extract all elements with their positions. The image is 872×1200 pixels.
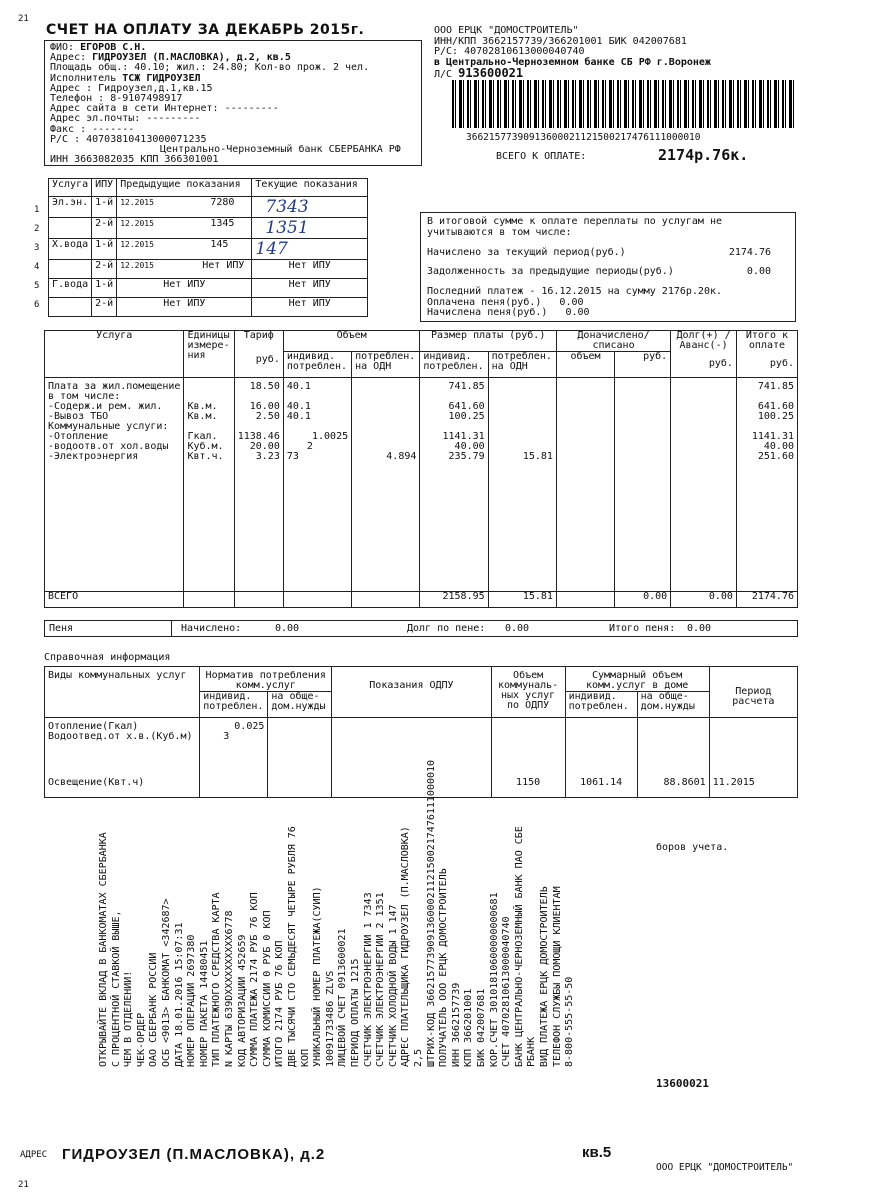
col-service: Услуга [45, 331, 184, 378]
page-number-bottom: 21 [18, 1180, 29, 1190]
service-volume: 1.0025 [312, 431, 349, 442]
meter-current: Нет ИПУ [252, 298, 368, 317]
meter-date: 12.2015 [120, 198, 154, 207]
meter-ipu: 2-й [92, 218, 117, 239]
ref-col-odpu-volume: Объем коммуналь- ных услуг по ОДПУ [491, 667, 565, 718]
invoice-title: СЧЕТ НА ОПЛАТУ ЗА ДЕКАБРЬ 2015г. [46, 22, 365, 38]
peni-accrued-value: 0.00 [565, 307, 590, 318]
ref-sum-odn: 88.8601 [663, 777, 706, 788]
meter-prev: Нет ИПУ [117, 279, 252, 298]
service-tariff: 1138.46 [237, 431, 280, 442]
recipient-account: Р/С: 40702810613000040740 [434, 46, 585, 57]
services-body [45, 378, 798, 592]
service-volume: 2 [306, 441, 313, 452]
service-payment-odn: 15.81 [522, 451, 553, 462]
service-name: в том числе: [48, 391, 121, 402]
footer-org: ООО ЕРЦК "ДОМОСТРОИТЕЛЬ" [656, 1162, 794, 1173]
ref-col-sum-odn: на обще- дом.нужды [637, 692, 709, 718]
meter-service: Х.вода [49, 239, 92, 260]
meter-date: 12.2015 [120, 219, 154, 228]
receipt-line: КОР.СЧЕТ 30101810600000000681 [488, 892, 500, 1067]
row-number: 3 [34, 243, 40, 253]
payment-barcode [452, 80, 794, 128]
debt-label: Задолженность за предыдущие периоды(руб.) [427, 265, 674, 277]
peni-accrued-value: 0.00 [275, 623, 300, 634]
receipt-line: ПОЛУЧАТЕЛЬ ООО ЕРЦК ДОМОСТРОИТЕЛЬ [438, 868, 450, 1067]
reference-table [44, 666, 798, 798]
ref-norm: 3 [223, 731, 230, 742]
peni-row [44, 620, 798, 637]
service-total: 100.25 [757, 411, 794, 422]
payer-name: ЕГОРОВ С.Н. [80, 42, 147, 53]
footer-address: ГИДРОУЗЕЛ (П.МАСЛОВКА), д.2 [62, 1146, 326, 1163]
service-unit: Квт.ч. [187, 451, 224, 462]
service-unit: Куб.м. [187, 441, 224, 452]
receipt-line: 10091733486 ZLVS [324, 970, 336, 1067]
fio-label: ФИО: [50, 42, 75, 53]
summary-box [420, 212, 796, 322]
executor-email: Адрес эл.почты: --------- [50, 113, 201, 125]
ref-col-kinds: Виды коммунальных услуг [45, 667, 200, 718]
receipt-line: СЧЕТ 40702810613000040740 [501, 916, 513, 1067]
peni-label: Пеня [49, 623, 74, 634]
meter-date: 12.2015 [120, 261, 154, 270]
service-payment: 100.25 [448, 411, 485, 422]
meter-prev: 7280 [210, 197, 235, 208]
service-volume: 40.1 [286, 411, 311, 422]
receipt-line: НОМЕР ПАКЕТА 14480451 [198, 940, 210, 1067]
last-payment: Последний платеж - 16.12.2015 на сумму 2176р.20к. [427, 286, 723, 297]
payer-address: ГИДРОУЗЕЛ (П.МАСЛОВКА), д.2, кв.5 [92, 52, 291, 64]
col-vol-ind: индивид. потреблен. [283, 352, 351, 378]
executor-name: ТСЖ ГИДРОУЗЕЛ [122, 72, 201, 84]
service-payment: 741.85 [448, 381, 485, 392]
address-label: Адрес: [50, 52, 87, 64]
service-payment: 1141.31 [442, 431, 485, 442]
col-units: Единицы измере-ния [184, 331, 234, 378]
executor-address: Адрес : Гидроузел,д.1,кв.15 [50, 82, 213, 94]
service-name: -Отопление [48, 431, 109, 442]
receipt-line: АДРЕС ПЛАТЕЛЬЩИКА ГИДРОУЗЕЛ (П.МАСЛОВКА) [400, 826, 412, 1067]
receipt-line: СУММА КОМИССИИ 0 РУБ 0 КОП [261, 910, 273, 1067]
ref-sum-ind: 1061.14 [580, 777, 623, 788]
receipt-line: ОСБ <9013> БАНКОМАТ <342687> [161, 898, 172, 1067]
service-tariff: 16.00 [249, 401, 280, 412]
service-name: -Содерж.и рем. жил. [48, 401, 163, 412]
footer-ls: 13600021 [656, 1077, 709, 1090]
peni-debt-value: 0.00 [505, 623, 530, 634]
ref-col-norm-odn: на обще- дом.нужды [268, 692, 332, 718]
total-row-debt: 0.00 [671, 592, 737, 608]
service-payment: 641.60 [448, 401, 485, 412]
service-tariff: 3.23 [255, 451, 280, 462]
ref-col-odpu: Показания ОДПУ [332, 667, 491, 718]
receipt-line: ЧЕМ В ОТДЕЛЕНИИ! [123, 970, 135, 1067]
service-total: 641.60 [757, 401, 794, 412]
receipt-line: НОМЕР ОПЕРАЦИИ 2697380 [186, 934, 198, 1067]
service-total: 251.60 [757, 451, 794, 462]
receipt-line: ИТОГО 2174 РУБ 76 КОП [274, 940, 286, 1067]
col-pay-ind: индивид. потреблен. [420, 352, 488, 378]
receipt-line: 2,5 [413, 1048, 424, 1067]
meter-ipu: 1-й [92, 239, 117, 260]
col-recalc-vol: объем [556, 352, 614, 378]
meter-row [49, 279, 368, 298]
col-total-unit: руб. [769, 358, 794, 369]
receipt-line: ТИП ПЛАТЕЖНОГО СРЕДСТВА КАРТА [211, 892, 223, 1067]
receipt-line: ДАТА 18.01.2016 15:07:31 [173, 922, 185, 1067]
total-row-payment-odn: 15.81 [488, 592, 556, 608]
service-volume: 40.1 [286, 401, 311, 412]
executor-fax: Факс : ------- [50, 123, 135, 135]
row-number: 4 [34, 262, 40, 272]
ref-col-period: Период расчета [709, 667, 797, 718]
service-name: Коммунальные услуги: [48, 421, 169, 432]
recipient-block [434, 26, 814, 81]
service-payment: 235.79 [448, 451, 485, 462]
meter-prev: Нет ИПУ [117, 298, 252, 317]
receipt-line: СЧЕТЧИК ЭЛЕКТРОЭНЕРГИИ 2 1351 [375, 892, 387, 1067]
ref-col-sum: Суммарный объем комм.услуг в доме [565, 667, 709, 692]
meters-header: ИПУ [92, 179, 117, 197]
col-tariff-unit: руб. [255, 354, 280, 365]
meter-row [49, 260, 368, 279]
peni-accrued-label: Начислено: [181, 623, 242, 634]
meters-header: Предыдущие показания [117, 179, 252, 197]
receipt-line: ВИД ПЛАТЕЖА ЕРЦК ДОМОСТРОИТЕЛЬ [539, 886, 550, 1067]
executor-label: Исполнитель [50, 72, 117, 84]
receipt-line: РБАНК [526, 1036, 538, 1067]
total-amount: 2174р.76к. [658, 146, 749, 164]
reference-tail: боров учета. [656, 842, 729, 853]
ls-label: Л/С [434, 69, 453, 80]
ref-col-sum-ind: индивид. потреблен. [565, 692, 637, 718]
receipt-line: КОП [299, 1048, 311, 1067]
meter-prev: 1345 [210, 218, 235, 229]
receipt-line: ОТКРЫВАЙТЕ ВКЛАД В БАНКОМАТАХ СБЕРБАНКА [98, 832, 109, 1067]
meters-header: Услуга [49, 179, 92, 197]
col-vol-odn: потреблен. на ОДН [352, 352, 420, 378]
meter-service [49, 298, 92, 317]
receipt-line: КОД АВТОРИЗАЦИИ 452659 [236, 934, 248, 1067]
barcode-number: 36621577390913600021121500217476111000010 [466, 132, 701, 143]
peni-paid-label: Оплачена пеня(руб.) [427, 296, 542, 308]
service-volume-odn: 4.894 [386, 451, 417, 462]
meter-ipu: 2-й [92, 298, 117, 317]
service-tariff: 18.50 [249, 381, 280, 392]
receipt-line: 8-800-555-55-50 [564, 976, 576, 1067]
ref-col-norm: Норматив потребления комм.услуг [200, 667, 332, 692]
meter-prev: 145 [210, 239, 229, 250]
meter-ipu: 1-й [92, 197, 117, 218]
col-payment: Размер платы (руб.) [420, 331, 557, 352]
col-recalc-rub: руб. [615, 352, 671, 378]
row-number: 5 [34, 281, 40, 291]
payer-box [44, 40, 422, 166]
service-total: 40.00 [763, 441, 794, 452]
meter-date: 12.2015 [120, 240, 154, 249]
service-name: -Вывоз ТБО [48, 411, 109, 422]
executor-website: Адрес сайта в сети Интернет: --------- [50, 103, 279, 115]
service-tariff: 20.00 [249, 441, 280, 452]
meter-service [49, 218, 92, 239]
ls-number: 913600021 [458, 66, 524, 80]
total-label: ВСЕГО К ОПЛАТЕ: [496, 151, 587, 162]
receipt-line: СЧЕТЧИК ХОЛОДНОЙ ВОДЫ 1 147 [387, 904, 399, 1067]
recipient-inn: ИНН/КПП 3662157739/366201001 БИК 042007681 [434, 35, 687, 47]
receipt-line: БАНК ЦЕНТРАЛЬНО-ЧЕРНОЗЕМНЫЙ БАНК ПАО СБЕ [513, 826, 525, 1067]
meter-row-numbers [34, 182, 39, 315]
reference-title: Справочная информация [44, 652, 171, 663]
service-name: -Электроэнергия [48, 451, 139, 462]
meter-row [49, 197, 368, 218]
col-debt-unit: руб. [708, 358, 733, 369]
service-name: Плата за жил.помещение [48, 381, 181, 392]
executor-account: Р/С : 40703810413000071235 [50, 133, 207, 145]
accrued-label: Начислено за текущий период(руб.) [427, 247, 626, 258]
service-tariff: 2.50 [255, 411, 280, 422]
service-payment: 40.00 [454, 441, 485, 452]
ref-kind: Освещение(Квт.ч) [48, 777, 145, 788]
receipt-line: ДВЕ ТЫСЯЧИ СТО СЕМЬДЕСЯТ ЧЕТЫРЕ РУБЛЯ 76 [287, 826, 298, 1067]
meter-service: Эл.эн. [49, 197, 92, 218]
service-total: 741.85 [757, 381, 794, 392]
service-unit: Кв.м. [187, 411, 218, 422]
ref-odpu-volume: 1150 [516, 777, 541, 788]
footer-address-label: АДРЕС [20, 1150, 48, 1160]
total-row-recalc: 0.00 [615, 592, 671, 608]
receipt-line: ЛИЦЕВОЙ СЧЕТ 0913600021 [337, 928, 349, 1067]
receipt-line: ЧЕК-ОРДЕР [135, 1012, 147, 1067]
receipt-line: ИНН 3662157739 [450, 982, 462, 1067]
receipt-line: ШТРИХ-КОД 36621577390913600021121500217476111000010 [425, 759, 437, 1067]
receipt-line: ТЕЛЕФОН СЛУЖБЫ ПОМОЩИ КЛИЕНТАМ [551, 886, 563, 1067]
peni-debt-label: Долг по пене: [407, 623, 486, 634]
receipt-line: ПЕРИОД ОПЛАТЫ 1215 [350, 958, 361, 1067]
executor-bank: Центрально-Черноземный банк СБЕРБАНКА РФ [160, 144, 401, 156]
total-row-label: ВСЕГО [45, 592, 184, 608]
executor-inn: ИНН 3663082035 КПП 366301001 [50, 154, 219, 166]
service-name: -водоотв.от хол.воды [48, 441, 169, 452]
meter-ipu: 1-й [92, 279, 117, 298]
services-table [44, 330, 798, 608]
total-row-total: 2174.76 [736, 592, 797, 608]
executor-phone: Телефон : 8-9107498917 [50, 93, 183, 105]
peni-paid-value: 0.00 [559, 296, 584, 308]
reference-body [45, 718, 798, 798]
ref-col-norm-ind: индивид. потреблен. [200, 692, 268, 718]
meters-header: Текущие показания [252, 179, 368, 197]
meter-row [49, 239, 368, 260]
peni-total-value: 0.00 [687, 623, 712, 634]
service-volume: 73 [286, 451, 299, 462]
ref-period: 11.2015 [712, 777, 755, 788]
summary-note: В итоговой сумме к оплате переплаты по услугам не учитываются в том числе: [427, 216, 723, 238]
total-row-payment: 2158.95 [420, 592, 488, 608]
service-unit: Кв.м. [187, 401, 218, 412]
meter-current: Нет ИПУ [252, 279, 368, 298]
accrued-value: 2174.76 [728, 247, 771, 258]
footer-flat: кв.5 [582, 1144, 612, 1161]
payer-area: Площадь общ.: 40.10; жил.: 24.80; Кол-во прож. 2 чел. [50, 62, 370, 74]
peni-total-label: Итого пеня: [609, 623, 676, 634]
meter-handwritten: 7343 [265, 197, 309, 217]
receipt-line: СУММА ПЛАТЕЖА 2174 РУБ 76 КОП [249, 892, 261, 1067]
col-tariff: Тариф [243, 330, 274, 341]
page-number: 21 [18, 14, 29, 24]
meter-row [49, 298, 368, 317]
row-number: 1 [34, 205, 40, 215]
debt-value: 0.00 [746, 265, 771, 277]
ref-kind: Отопление(Гкал) [48, 721, 139, 732]
meters-table [48, 178, 368, 317]
meter-handwritten: 147 [255, 239, 288, 259]
receipt-line: КПП 366201001 [463, 988, 475, 1067]
recipient-bank: в Центрально-Черноземном банке СБ РФ г.Воронеж [434, 56, 711, 68]
service-unit: Гкал. [187, 431, 218, 442]
col-pay-odn: потреблен. на ОДН [488, 352, 556, 378]
meter-ipu: 2-й [92, 260, 117, 279]
meter-row [49, 218, 368, 239]
col-recalc: Доначислено/списано [556, 331, 670, 352]
recipient-org: ООО ЕРЦК "ДОМОСТРОИТЕЛЬ" [434, 25, 579, 36]
receipt-line: БИК 042007681 [476, 988, 487, 1067]
receipt-line: ОАО СБЕРБАНК РОССИИ [148, 952, 160, 1067]
service-volume: 40.1 [286, 381, 311, 392]
ref-norm: 0.025 [234, 721, 265, 732]
receipt-line: С ПРОЦЕНТНОЙ СТАВКОЙ ВЫШЕ, [110, 910, 122, 1067]
col-total: Итого к оплате [745, 330, 789, 351]
services-total-row [45, 592, 798, 608]
receipt-line: УНИКАЛЬНЫЙ НОМЕР ПЛАТЕЖА(СУИП) [312, 886, 324, 1067]
col-volume: Объем [283, 331, 420, 352]
col-debt: Долг(+) / Аванс(-) [676, 330, 731, 351]
service-total: 1141.31 [751, 431, 794, 442]
receipt-line: N КАРТЫ 639DXXXXXXXXXX6778 [224, 910, 235, 1067]
ref-kind: Водоотвед.от х.в.(Куб.м) [48, 731, 193, 742]
meter-service: Г.вода [49, 279, 92, 298]
meter-current: Нет ИПУ [252, 260, 368, 279]
meter-handwritten: 1351 [265, 218, 309, 238]
row-number: 6 [34, 300, 40, 310]
meter-service [49, 260, 92, 279]
row-number: 2 [34, 224, 40, 234]
receipt-line: СЧЕТЧИК ЭЛЕКТРОЭНЕРГИИ 1 7343 [362, 892, 374, 1067]
meter-prev: Нет ИПУ [202, 260, 245, 271]
peni-accrued-label: Начислена пеня(руб.) [427, 307, 548, 318]
